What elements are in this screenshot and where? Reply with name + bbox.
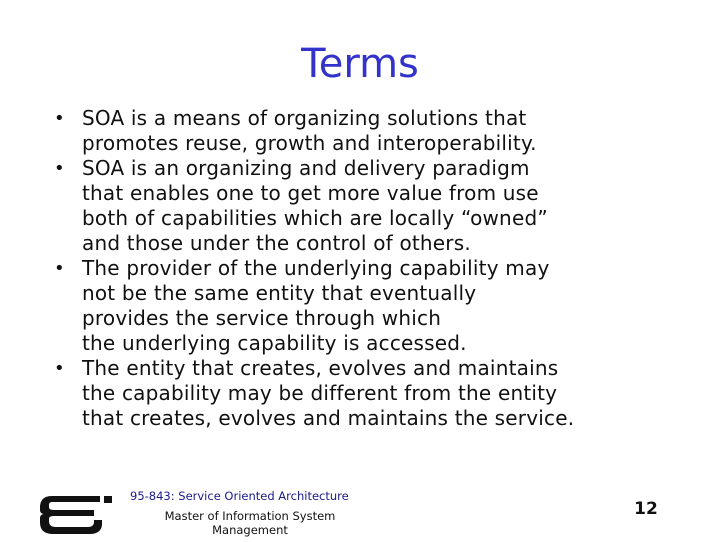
- bullet-item: [54, 356, 694, 431]
- bullet-marker: •: [54, 358, 65, 379]
- bullet-list: [54, 106, 694, 431]
- bullet-text: The entity that creates, evolves and maintains the capability may be different from the entity that creates, evolves and maintains the service.: [82, 356, 575, 430]
- page-number: 12: [634, 499, 658, 519]
- bullet-marker: •: [54, 108, 65, 129]
- slide-title: Terms: [301, 41, 419, 87]
- bullet-text: SOA is an organizing and delivery paradigm that enables one to get more value from use both of capabilities which are locally “owned” and those under the control of others.: [82, 156, 548, 255]
- bullet-item: [54, 156, 694, 256]
- bullet-text: SOA is a means of organizing solutions that promotes reuse, growth and interoperability.: [82, 106, 537, 155]
- bullet-item: [54, 106, 694, 156]
- bullet-marker: •: [54, 158, 65, 179]
- bullet-text: The provider of the underlying capability may not be the same entity that eventually provides the service through which the underlying capability is accessed.: [82, 256, 550, 355]
- university-logo-icon: [38, 490, 114, 538]
- program-name: Master of Information System Management: [164, 509, 336, 537]
- bullet-item: [54, 256, 694, 356]
- course-title: 95-843: Service Oriented Architecture: [130, 489, 349, 503]
- bullet-marker: •: [54, 258, 65, 279]
